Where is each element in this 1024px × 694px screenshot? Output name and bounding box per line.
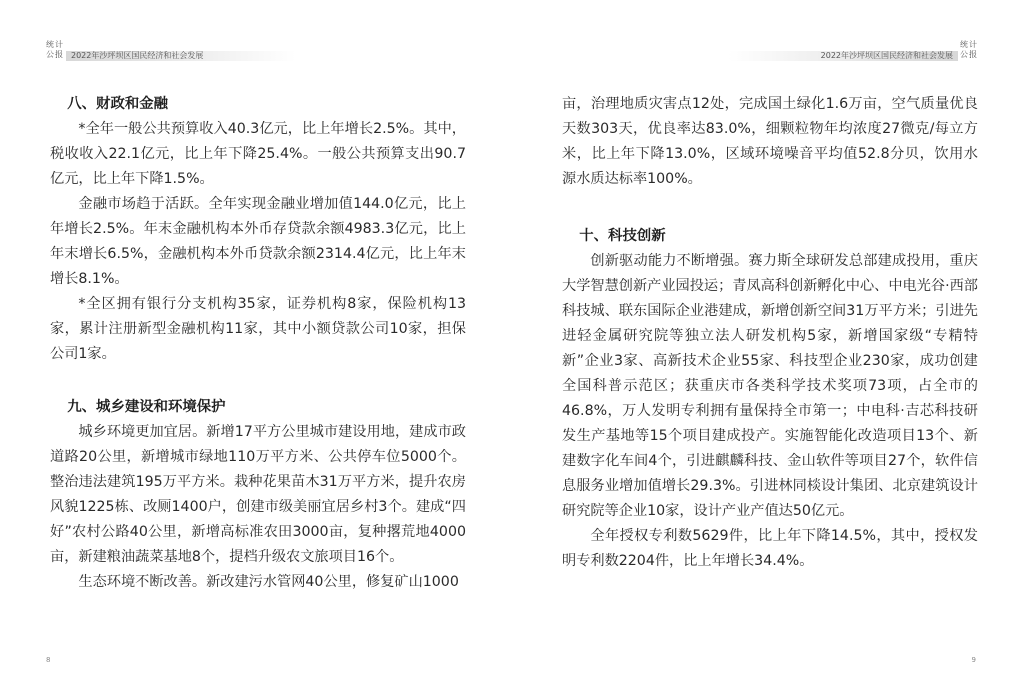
paragraph: 创新驱动能力不断增强。赛力斯全球研发总部建成投用，重庆大学智慧创新产业园投运；青凤高科创新孵化中心、中电光谷·西部科技城、联东国际企业港建成，新增创新空间31万平方米；引进先进轻金属研究院等独立法人研发机构5家，新增国家级“专精特新”企业3家、高新技术企业55家、科技型企业230家，成功创建全国科普示范区；获重庆市各类科学技术奖项73项，占全市的46.8%，万人发明专利拥有量保持全市第一；中电科·吉芯科技研发生产基地等15个项目建成投产。实施智能化改造项目13个、新建数字化车间4个，引进麒麟科技、金山软件等项目27个，软件信息服务业增加值增长29.3%。引进林同棪设计集团、北京建筑设计研究院等企业10家，设计产业产值达50亿元。 [562,253,978,519]
header-tag: 统计公报 [46,40,64,59]
paragraph: 城乡环境更加宜居。新增17平方公里城市建设用地，建成市政道路20公里，新增城市绿地110万平方米、公共停车位5000个。整治违法建筑195万平方米。栽种花果苗木31万平方米，提升农房风貌1225栋、改厕1400户，创建市级美丽宜居乡村3个。建成“四好”农村公路40公里，新增高标准农田3000亩，复种撂荒地4000亩，新建粮油蔬菜基地8个，提档升级农文旅项目16个。 [50,424,466,565]
section-heading-finance: 八、财政和金融 [67,96,169,112]
paragraph: 金融市场趋于活跃。全年实现金融业增加值144.0亿元，比上年增长2.5%。年末金融机构本外币存贷款余额4983.3亿元，比上年末增长6.5%，金融机构本外币贷款余额2314.4亿元，比上年末增长8.1%。 [50,196,466,287]
right-page-body [562,92,978,574]
section-heading-innovation: 十、科技创新 [579,228,666,244]
paragraph: *全区拥有银行分支机构35家，证券机构8家，保险机构13家，累计注册新型金融机构11家，其中小额贷款公司10家，担保公司1家。 [50,296,466,362]
header-title: 2022年沙坪坝区国民经济和社会发展 [728,51,958,61]
paragraph: *全年一般公共预算收入40.3亿元，比上年增长2.5%。其中，税收收入22.1亿元，比上年下降25.4%。一般公共预算支出90.7亿元，比上年下降1.5%。 [50,121,466,187]
paragraph: 亩，治理地质灾害点12处，完成国土绿化1.6万亩，空气质量优良天数303天，优良率达83.0%，细颗粒物年均浓度27微克/每立方米，比上年下降13.0%，区域环境噪音平均值52.8分贝，饮用水源水质达标率100%。 [562,96,978,187]
page-number: 9 [971,656,976,664]
paragraph: 全年授权专利数5629件，比上年下降14.5%，其中，授权发明专利数2204件，比上年增长34.4%。 [562,528,978,569]
header-tag: 统计公报 [960,40,978,59]
left-page-body [50,92,466,595]
right-page [512,0,1024,694]
paragraph: 生态环境不断改善。新改建污水管网40公里，修复矿山1000 [78,574,459,590]
header-title: 2022年沙坪坝区国民经济和社会发展 [66,51,296,61]
section-heading-urban-rural: 九、城乡建设和环境保护 [67,399,226,415]
page-number: 8 [46,656,51,664]
